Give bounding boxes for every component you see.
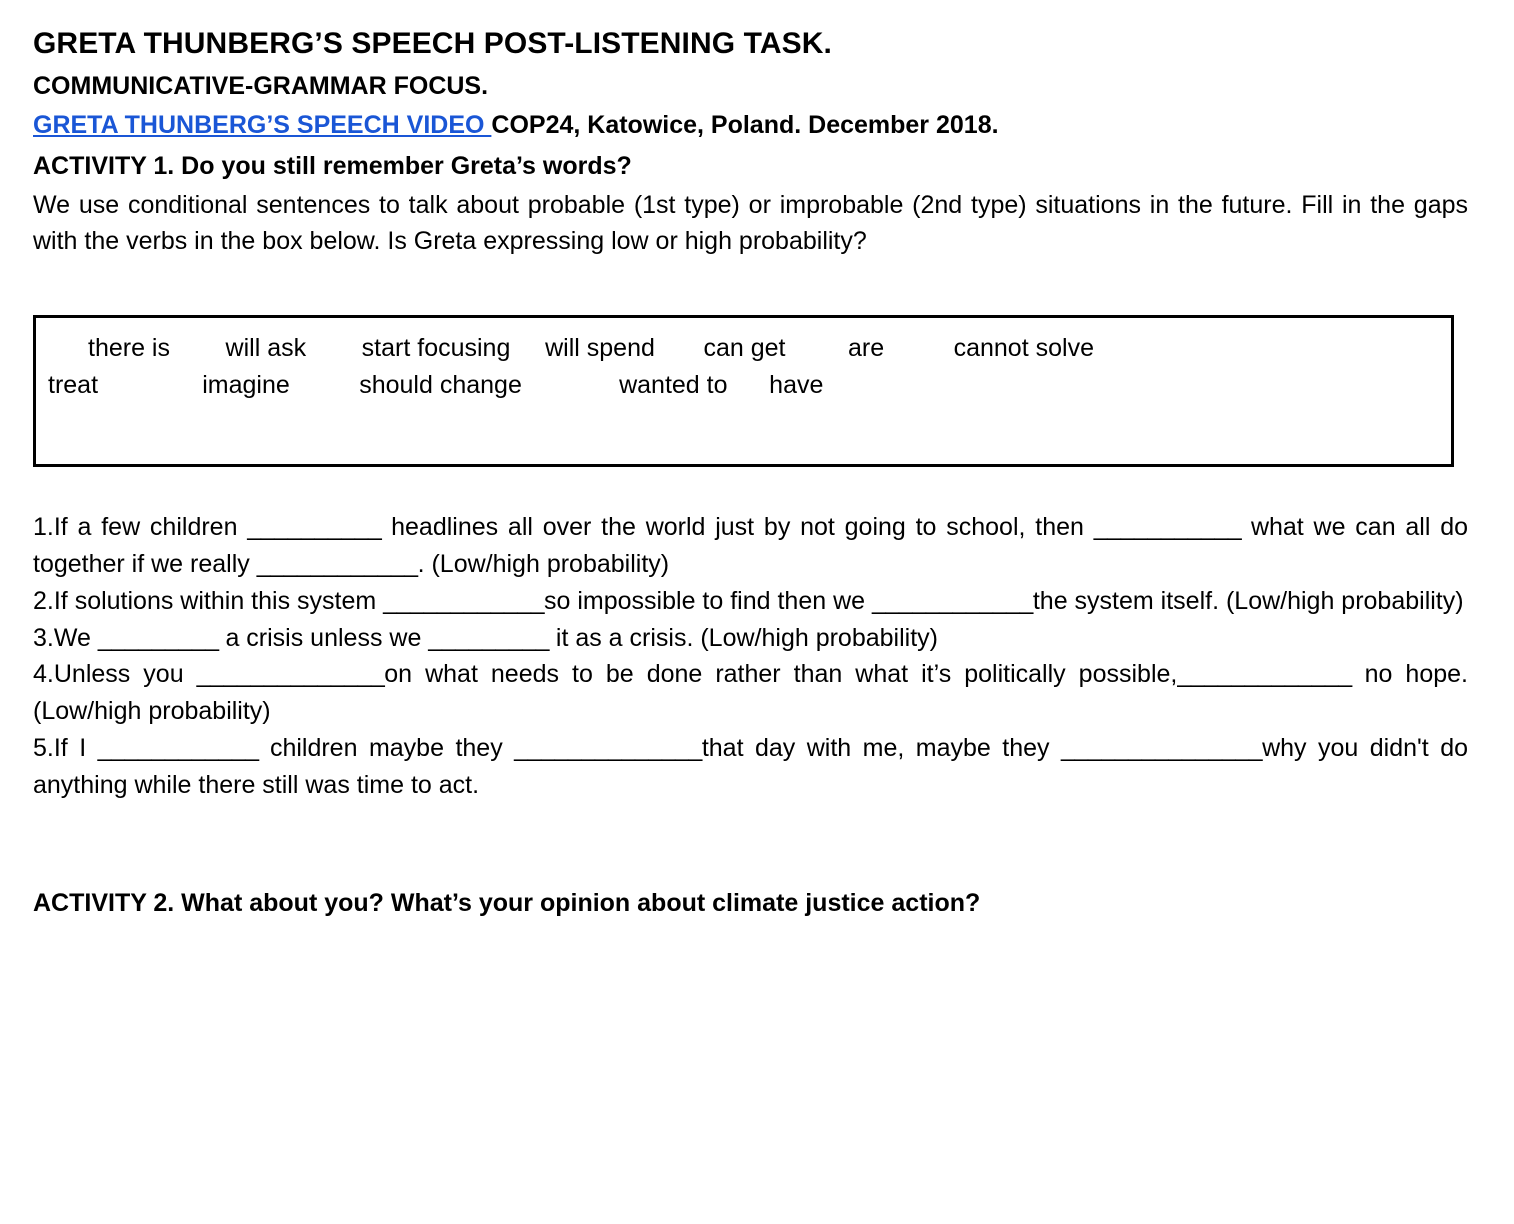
question-1-blank-1[interactable]: __________ — [247, 513, 382, 542]
question-4-blank-2[interactable]: _____________ — [1177, 660, 1352, 689]
question-1-text-c: what we can all do together if we really — [33, 513, 1468, 579]
activity-1-instructions: We use conditional sentences to talk about probable (1st type) or improbable (2nd type) situations in the future. Fill in the gaps with the verbs in the box below. Is Greta expressing low or high probability? — [33, 190, 1468, 255]
question-5-text-a: If I — [53, 733, 98, 762]
question-3-number: 3. — [33, 623, 54, 652]
question-2-text-a: If solutions within this system — [53, 586, 384, 615]
question-3-blank-1[interactable]: _________ — [97, 623, 219, 652]
video-source-line — [33, 107, 1468, 144]
question-4-number: 4. — [33, 660, 54, 689]
page-subtitle — [33, 68, 1468, 105]
question-2-blank-1[interactable]: ____________ — [383, 586, 545, 615]
question-2-text-b: so impossible to find then we — [544, 586, 872, 615]
question-1-blank-3[interactable]: ____________ — [256, 550, 418, 579]
question-4-text-c: no hope. (Low/high probability) — [33, 660, 1468, 726]
activity-1-heading: ACTIVITY 1. Do you still remember Greta’s words? — [33, 151, 632, 180]
question-5-text-d: why you didn't do anything while there still was time to act. — [33, 733, 1469, 799]
question-4-text-a: Unless you — [53, 660, 197, 689]
page-subtitle-period: . — [481, 71, 489, 100]
question-2 — [33, 583, 1468, 620]
question-5-number: 5. — [33, 733, 54, 762]
question-5-text-c: that day with me, maybe they — [701, 733, 1062, 762]
question-1-text-b: headlines all over the world just by not going to school, then — [381, 513, 1094, 542]
question-3-blank-2[interactable]: _________ — [428, 623, 549, 652]
question-5-blank-2[interactable]: ______________ — [514, 733, 702, 762]
question-5-blank-3[interactable]: _______________ — [1061, 733, 1263, 762]
page-subtitle-text: COMMUNICATIVE-GRAMMAR FOCUS — [33, 71, 482, 100]
question-5-text-b: children maybe they — [258, 733, 515, 762]
word-bank-row-2: treat imagine should change wanted to have — [48, 370, 824, 399]
page-title: GRETA THUNBERG’S SPEECH POST-LISTENING TASK. — [33, 27, 832, 60]
greta-speech-video-link[interactable]: GRETA THUNBERG’S SPEECH VIDEO — [33, 110, 492, 139]
question-1-text-d: . (Low/high probability) — [417, 550, 670, 579]
question-4-text-b: on what needs to be done rather than what it’s politically possible, — [384, 660, 1178, 689]
question-2-text-c: the system itself. (Low/high probability) — [1032, 586, 1464, 615]
question-5 — [33, 730, 1468, 804]
question-4-blank-1[interactable]: ______________ — [196, 660, 385, 689]
question-3 — [33, 620, 1468, 657]
question-3-text-a: We — [53, 623, 98, 652]
word-bank-box — [33, 315, 1454, 467]
question-1-text-a: If a few children — [53, 513, 248, 542]
video-source-text: COP24, Katowice, Poland. December 2018. — [491, 110, 999, 139]
question-2-number: 2. — [33, 586, 54, 615]
questions-list — [33, 509, 1468, 803]
question-3-text-b: a crisis unless we — [218, 623, 429, 652]
word-bank-row-1: there is will ask start focusing will spend can get are cannot solve — [88, 334, 1094, 363]
activity-2-heading: ACTIVITY 2. What about you? What’s your opinion about climate justice action? — [33, 889, 981, 918]
question-1-number: 1. — [33, 513, 54, 542]
question-5-blank-1[interactable]: ____________ — [97, 733, 259, 762]
question-1-blank-2[interactable]: ___________ — [1093, 513, 1242, 542]
question-3-text-c: it as a crisis. (Low/high probability) — [548, 623, 938, 652]
question-2-blank-2[interactable]: ____________ — [871, 586, 1033, 615]
question-4 — [33, 656, 1468, 730]
question-1 — [33, 509, 1468, 583]
